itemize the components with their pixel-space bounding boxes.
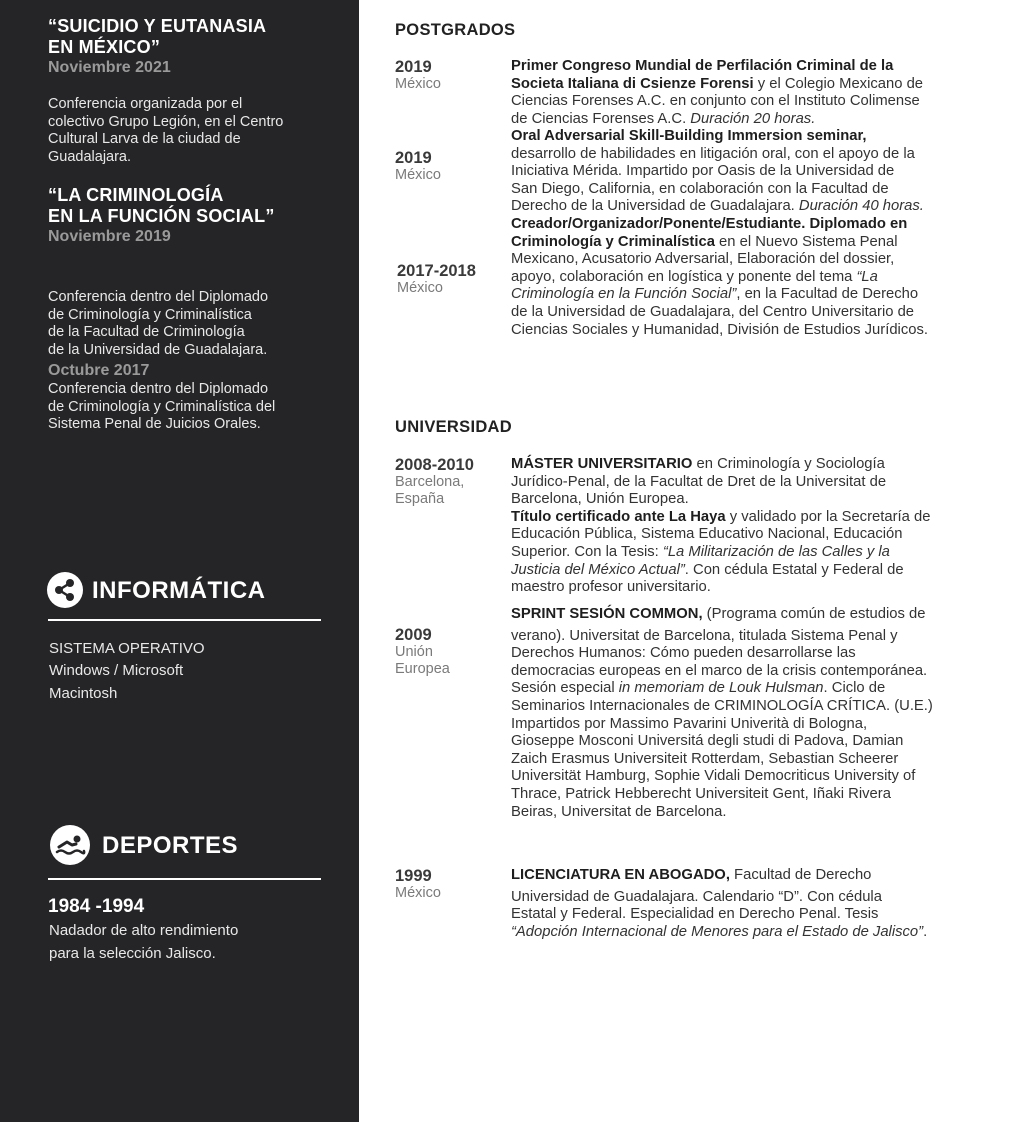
entry-text: Gioseppe Mosconi Universitá degli studi di Padova, Damian (511, 733, 904, 750)
entry-topic: “La (856, 268, 878, 285)
year: 2019 (395, 149, 432, 167)
entry-text: maestro profesor universitario. (511, 579, 711, 596)
entry-text: . (923, 923, 928, 940)
desc-line: Conferencia dentro del Diplomado (48, 381, 269, 397)
entry-text: y el Colegio Mexicano de (753, 75, 924, 92)
conference-1 (48, 16, 266, 78)
sports-years: 1984 -1994 (48, 896, 145, 917)
place: México (397, 280, 443, 296)
entry-text: Derechos Humanos: Cómo pueden desarrollarse las (511, 645, 856, 662)
entry-text: Mexicano, Acusatorio Adversarial, Elaboración del dossier, (511, 251, 895, 268)
sports-desc: para la selección Jalisco. (49, 945, 216, 962)
entry-text: Educación Pública, Sistema Educativo Nacional, Educación (511, 526, 903, 543)
entry-text: Universidad de Guadalajara. Calendario “D”. Con cédula (511, 888, 882, 905)
conference-title: “SUICIDIO Y EUTANASIA (48, 16, 267, 36)
share-icon (47, 572, 83, 608)
year-block (395, 149, 441, 184)
entry-text: verano). Universitat de Barcelona, titulada Sistema Penal y (511, 627, 898, 644)
year-block (395, 626, 450, 678)
entry-text: Impartidos por Massimo Pavarini Univerità di Bologna, (511, 715, 868, 732)
entry-text: Beiras, Universitat de Barcelona. (511, 803, 727, 820)
deportes-heading: DEPORTES (102, 832, 239, 859)
conference-date: Octubre 2017 (48, 362, 150, 379)
conference-date: Noviembre 2019 (48, 228, 171, 245)
entry-text: Jurídico-Penal, de la Facultat de Dret de la Universitat de (511, 473, 887, 490)
conference-2 (48, 185, 275, 247)
conference-date: Noviembre 2021 (48, 59, 171, 76)
entry-text: Universität Hamburg, Sophie Vidali Democriticus University of (511, 768, 916, 785)
entry-text: apoyo, colaboración en logística y ponente del tema (511, 268, 857, 285)
entry-text: democracias europeas en el marco de la crisis contemporánea. (511, 662, 928, 679)
entry-text: Superior. Con la Tesis: (511, 543, 663, 560)
entry-text: Iniciativa Mérida. Impartido por Oasis de la Universidad de (511, 163, 895, 180)
section-divider (48, 878, 321, 880)
place: Europea (395, 661, 450, 677)
entry-text: Estatal y Federal. Especialidad en Derecho Penal. Tesis (511, 906, 879, 923)
desc-line: Guadalajara. (48, 148, 132, 165)
year-block (395, 58, 441, 93)
entry-text: Derecho de la Universidad de Guadalajara. (511, 198, 799, 215)
entry-title: LICENCIATURA EN ABOGADO, (511, 867, 730, 883)
desc-line: de la Universidad de Guadalajara. (48, 341, 268, 358)
postgrado-entry (511, 58, 996, 128)
entry-duration: Duración 40 horas. (798, 198, 924, 215)
entry-topic: Criminología en la Función Social” (511, 286, 737, 303)
year: 2019 (395, 58, 432, 76)
entry-title: Oral Adversarial Skill-Building Immersion seminar, (511, 128, 867, 144)
place: México (395, 167, 441, 183)
year: 2017-2018 (397, 262, 476, 280)
sports-desc: Nadador de alto rendimiento (49, 922, 239, 939)
entry-text: . Ciclo de (823, 680, 886, 697)
entry-title: SPRINT SESIÓN COMMON, (511, 606, 703, 622)
desc-line: Sistema Penal de Juicios Orales. (48, 416, 261, 432)
desc-line: Conferencia organizada por el (48, 96, 243, 112)
place: México (395, 885, 441, 901)
entry-thesis: Justicia del México Actual” (511, 561, 685, 578)
entry-text: San Diego, California, en colaboración con la Facultad de (511, 180, 889, 197)
place: Barcelona, (395, 474, 465, 490)
desc-line: colectivo Grupo Legión, en el Centro (48, 113, 284, 130)
entry-text: y validado por la Secretaría de (725, 508, 931, 525)
entry-text: en el Nuevo Sistema Penal (714, 233, 898, 250)
year-block (397, 262, 476, 297)
universidad-entry (511, 456, 996, 597)
postgrados-heading: POSTGRADOS (395, 21, 516, 39)
entry-thesis: “Adopción Internacional de Menores para el Estado de Jalisco” (511, 923, 924, 940)
place: México (395, 76, 441, 92)
postgrado-entry (511, 128, 996, 216)
entry-text: Seminarios Internacionales de CRIMINOLOGÍA CRÍTICA. (U.E.) (511, 697, 933, 714)
section-divider (48, 619, 321, 621)
entry-text: Facultad de Derecho (729, 867, 872, 883)
year: 2009 (395, 626, 432, 644)
entry-dedication: in memoriam de Louk Hulsman (618, 680, 824, 697)
entry-thesis: “La Militarización de las Calles y la (662, 543, 890, 560)
sidebar (0, 0, 359, 1122)
place: España (395, 491, 445, 507)
entry-text: (Programa común de estudios de (702, 606, 926, 622)
universidad-entry (511, 606, 996, 821)
swimmer-icon (50, 825, 90, 865)
entry-title: Societa Italiana di Csienze Forensi (511, 75, 754, 92)
conference-title: EN LA FUNCIÓN SOCIAL” (48, 206, 275, 226)
entry-text: , en la Facultad de Derecho (736, 286, 919, 303)
entry-text: desarrollo de habilidades en litigación oral, con el apoyo de la (511, 145, 915, 162)
desc-line: Cultural Larva de la ciudad de (48, 131, 241, 147)
desc-line: Conferencia dentro del Diplomado (48, 289, 269, 305)
year-block (395, 867, 441, 902)
entry-text: de Ciencias Forenses A.C. (511, 110, 691, 127)
desc-line: de Criminología y Criminalística (48, 306, 252, 323)
year-block (395, 456, 474, 508)
place: Unión (395, 644, 433, 660)
entry-text: Zaich Erasmus Universiteit Rotterdam, Sebastian Scheerer (511, 750, 899, 767)
entry-text: Ciencias Sociales y Humanidad, División de Estudios Jurídicos. (511, 321, 928, 338)
year: 2008-2010 (395, 456, 474, 474)
conference-description (48, 289, 268, 359)
entry-text: Barcelona, Unión Europea. (511, 491, 689, 508)
conference-description (48, 96, 283, 166)
conference-description (48, 381, 275, 434)
conference-title: EN MÉXICO” (48, 37, 161, 57)
entry-text: . Con cédula Estatal y Federal de (684, 561, 904, 578)
entry-duration: Duración 20 horas. (690, 110, 816, 127)
entry-title: Creador/Organizador/Ponente/Estudiante. Diplomado en (511, 216, 908, 232)
entry-text: Sesión especial (511, 680, 619, 697)
universidad-heading: UNIVERSIDAD (395, 418, 512, 436)
entry-text: Ciencias Forenses A.C. en conjunto con el Instituto Colimense (511, 93, 920, 110)
desc-line: de la Facultad de Criminología (48, 324, 245, 340)
entry-title: Criminología y Criminalística (511, 233, 715, 250)
os-label: SISTEMA OPERATIVO (49, 640, 205, 657)
entry-text: en Criminología y Sociología (692, 456, 885, 472)
entry-text: de la Universidad de Guadalajara, del Centro Universitario de (511, 303, 915, 320)
postgrado-entry (511, 216, 996, 339)
entry-title: MÁSTER UNIVERSITARIO (511, 456, 693, 472)
os-item: Windows / Microsoft (49, 662, 184, 679)
informatica-heading: INFORMÁTICA (92, 577, 266, 604)
entry-text: Thrace, Patrick Hebberecht Universiteit Gent, Iñaki Rivera (511, 785, 891, 802)
desc-line: de Criminología y Criminalística del (48, 398, 276, 415)
year: 1999 (395, 867, 432, 885)
entry-title: Título certificado ante La Haya (511, 508, 726, 525)
conference-title: “LA CRIMINOLOGÍA (48, 185, 224, 205)
universidad-entry (511, 867, 996, 941)
os-item: Macintosh (49, 685, 118, 702)
entry-title: Primer Congreso Mundial de Perfilación Criminal de la (511, 58, 894, 74)
